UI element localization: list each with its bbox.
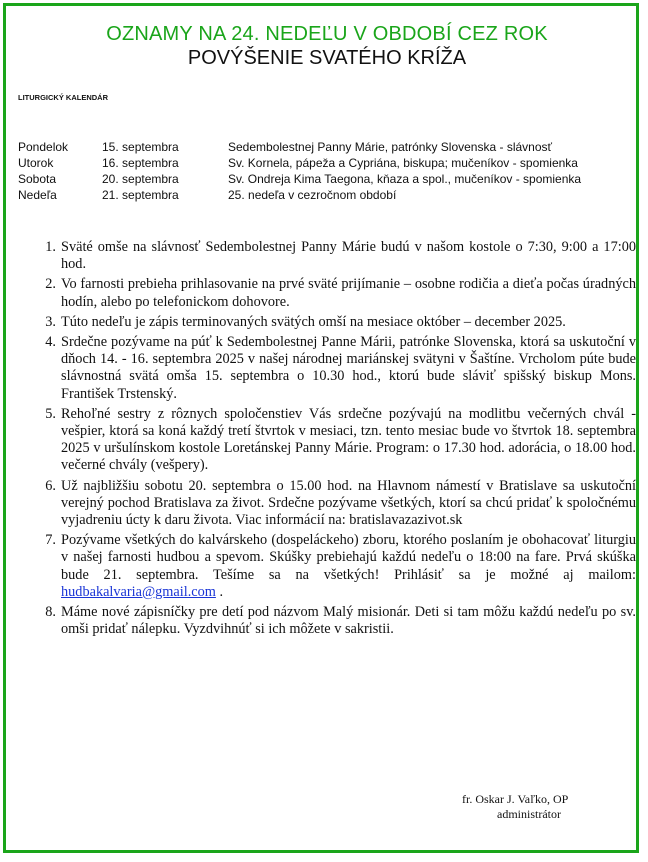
- liturgical-calendar: [18, 139, 581, 203]
- announcement-item: [20, 276, 642, 310]
- calendar-event: Sedembolestnej Panny Márie, patrónky Slovenska - slávnosť: [228, 140, 552, 154]
- calendar-event: Sv. Ondreja Kima Taegona, kňaza a spol., mučeníkov - spomienka: [228, 172, 582, 186]
- calendar-day: Nedeľa: [18, 188, 57, 202]
- signature-name: fr. Oskar J. Vaľko, OP: [462, 792, 569, 806]
- announcement-text: Vo farnosti prebieha prihlasovanie na prvé sväté prijímanie – osobne rodičia a dieťa počas úradných hodín, alebo po telefonickom dohovore.: [61, 276, 636, 310]
- page-border: [3, 3, 639, 853]
- announcement-suffix: .: [215, 583, 224, 600]
- announcement-text: Rehoľné sestry z rôznych spoločenstiev Vás srdečne pozývajú na modlitbu večerných chvál - vešpier, ktorá sa koná každý tretí štvrtok v mesiaci, tzn. tento mesiac bude vo štvrtok 18. septembra 2025 v uršulínskom kostole Loretánskej Panny Márie. Program: o 17.30 hod. adorácia, o 18.00 hod. večerné chvály (vešpery).: [61, 405, 636, 474]
- calendar-day: Utorok: [18, 156, 54, 170]
- calendar-event: 25. nedeľa v cezročnom období: [228, 188, 397, 202]
- announcement-text: Túto nedeľu je zápis terminovaných svätých omší na mesiace október – december 2025.: [61, 313, 566, 330]
- calendar-heading: LITURGICKÝ KALENDÁR: [18, 93, 108, 102]
- announcement-number: 6.: [45, 477, 56, 494]
- announcement-number: 5.: [45, 405, 56, 422]
- announcement-item: [20, 239, 642, 273]
- calendar-date: 20. septembra: [102, 172, 179, 186]
- calendar-row: [18, 155, 581, 171]
- signature-role: administrátor: [497, 807, 561, 821]
- calendar-date: 16. septembra: [102, 156, 179, 170]
- page-title: OZNAMY NA 24. NEDEĽU V OBDOBÍ CEZ ROK: [106, 23, 548, 45]
- calendar-row: [18, 187, 581, 203]
- announcement-item: [20, 334, 642, 403]
- announcement-text: Už najbližšiu sobotu 20. septembra o 15.00 hod. na Hlavnom námestí v Bratislave sa uskutoční verejný pochod Bratislava za život. Srdečne pozývame všetkých, ktorí sa chcú pridať k spoločnému vyjadreniu úcty k daru života. Viac informácií na: bratislavazazivot.sk: [61, 477, 636, 529]
- calendar-day: Pondelok: [18, 140, 69, 154]
- announcement-text: Srdečne pozývame na púť k Sedembolestnej Panne Márii, patrónke Slovenska, ktorá sa uskutoční v dňoch 14. - 16. septembra 2025 v našej národnej mariánskej svätyni v Šaštíne. Vrcholom púte bude slávnostná svätá omša 15. septembra o 10.30 hod., ktorú bude sláviť spišský biskup Mons. František Trstenský.: [61, 334, 636, 402]
- announcements-list: [20, 239, 642, 641]
- calendar-date: 21. septembra: [102, 188, 179, 202]
- announcement-item: [20, 604, 642, 638]
- announcement-text-container: [61, 532, 636, 601]
- announcement-item: [20, 478, 642, 530]
- calendar-event: Sv. Kornela, pápeža a Cypriána, biskupa; mučeníkov - spomienka: [228, 156, 578, 170]
- page-subtitle: POVÝŠENIE SVATÉHO KRÍŽA: [187, 47, 467, 69]
- announcement-item: [20, 532, 642, 601]
- announcement-number: 8.: [45, 604, 56, 621]
- email-link[interactable]: hudbakalvaria@gmail.com: [61, 583, 216, 600]
- calendar-row: [18, 139, 581, 155]
- announcement-number: 1.: [45, 239, 56, 255]
- announcement-number: 2.: [45, 276, 56, 293]
- announcement-text: Máme nové zápisníčky pre detí pod názvom Malý misionár. Deti si tam môžu každú nedeľu po sv. omši pridať nálepku. Vyzdvihnúť si ich môžete v sakristii.: [61, 604, 636, 638]
- announcement-number: 7.: [45, 532, 56, 549]
- announcement-item: [20, 406, 642, 475]
- calendar-row: [18, 171, 581, 187]
- signature-block: [462, 792, 568, 822]
- announcement-text: Pozývame všetkých do kalvárskeho (dospeláckeho) zboru, ktorého poslaním je obohacovať liturgiu v našej farnosti hudbou a spevom. Skúšky prebiehajú každú nedeľu o 18:00 na fare. Prvá skúška bude 21. septembra. Tešíme sa na všetkých! Prihlásiť sa je možné aj mailom:: [61, 532, 636, 583]
- announcement-number: 4.: [45, 334, 56, 351]
- calendar-date: 15. septembra: [102, 140, 179, 154]
- calendar-day: Sobota: [18, 172, 57, 186]
- announcement-number: 3.: [45, 313, 56, 330]
- announcement-text: Sväté omše na slávnosť Sedembolestnej Panny Márie budú v našom kostole o 7:30, 9:00 a 17:00 hod.: [61, 239, 636, 273]
- announcement-item: [20, 314, 642, 331]
